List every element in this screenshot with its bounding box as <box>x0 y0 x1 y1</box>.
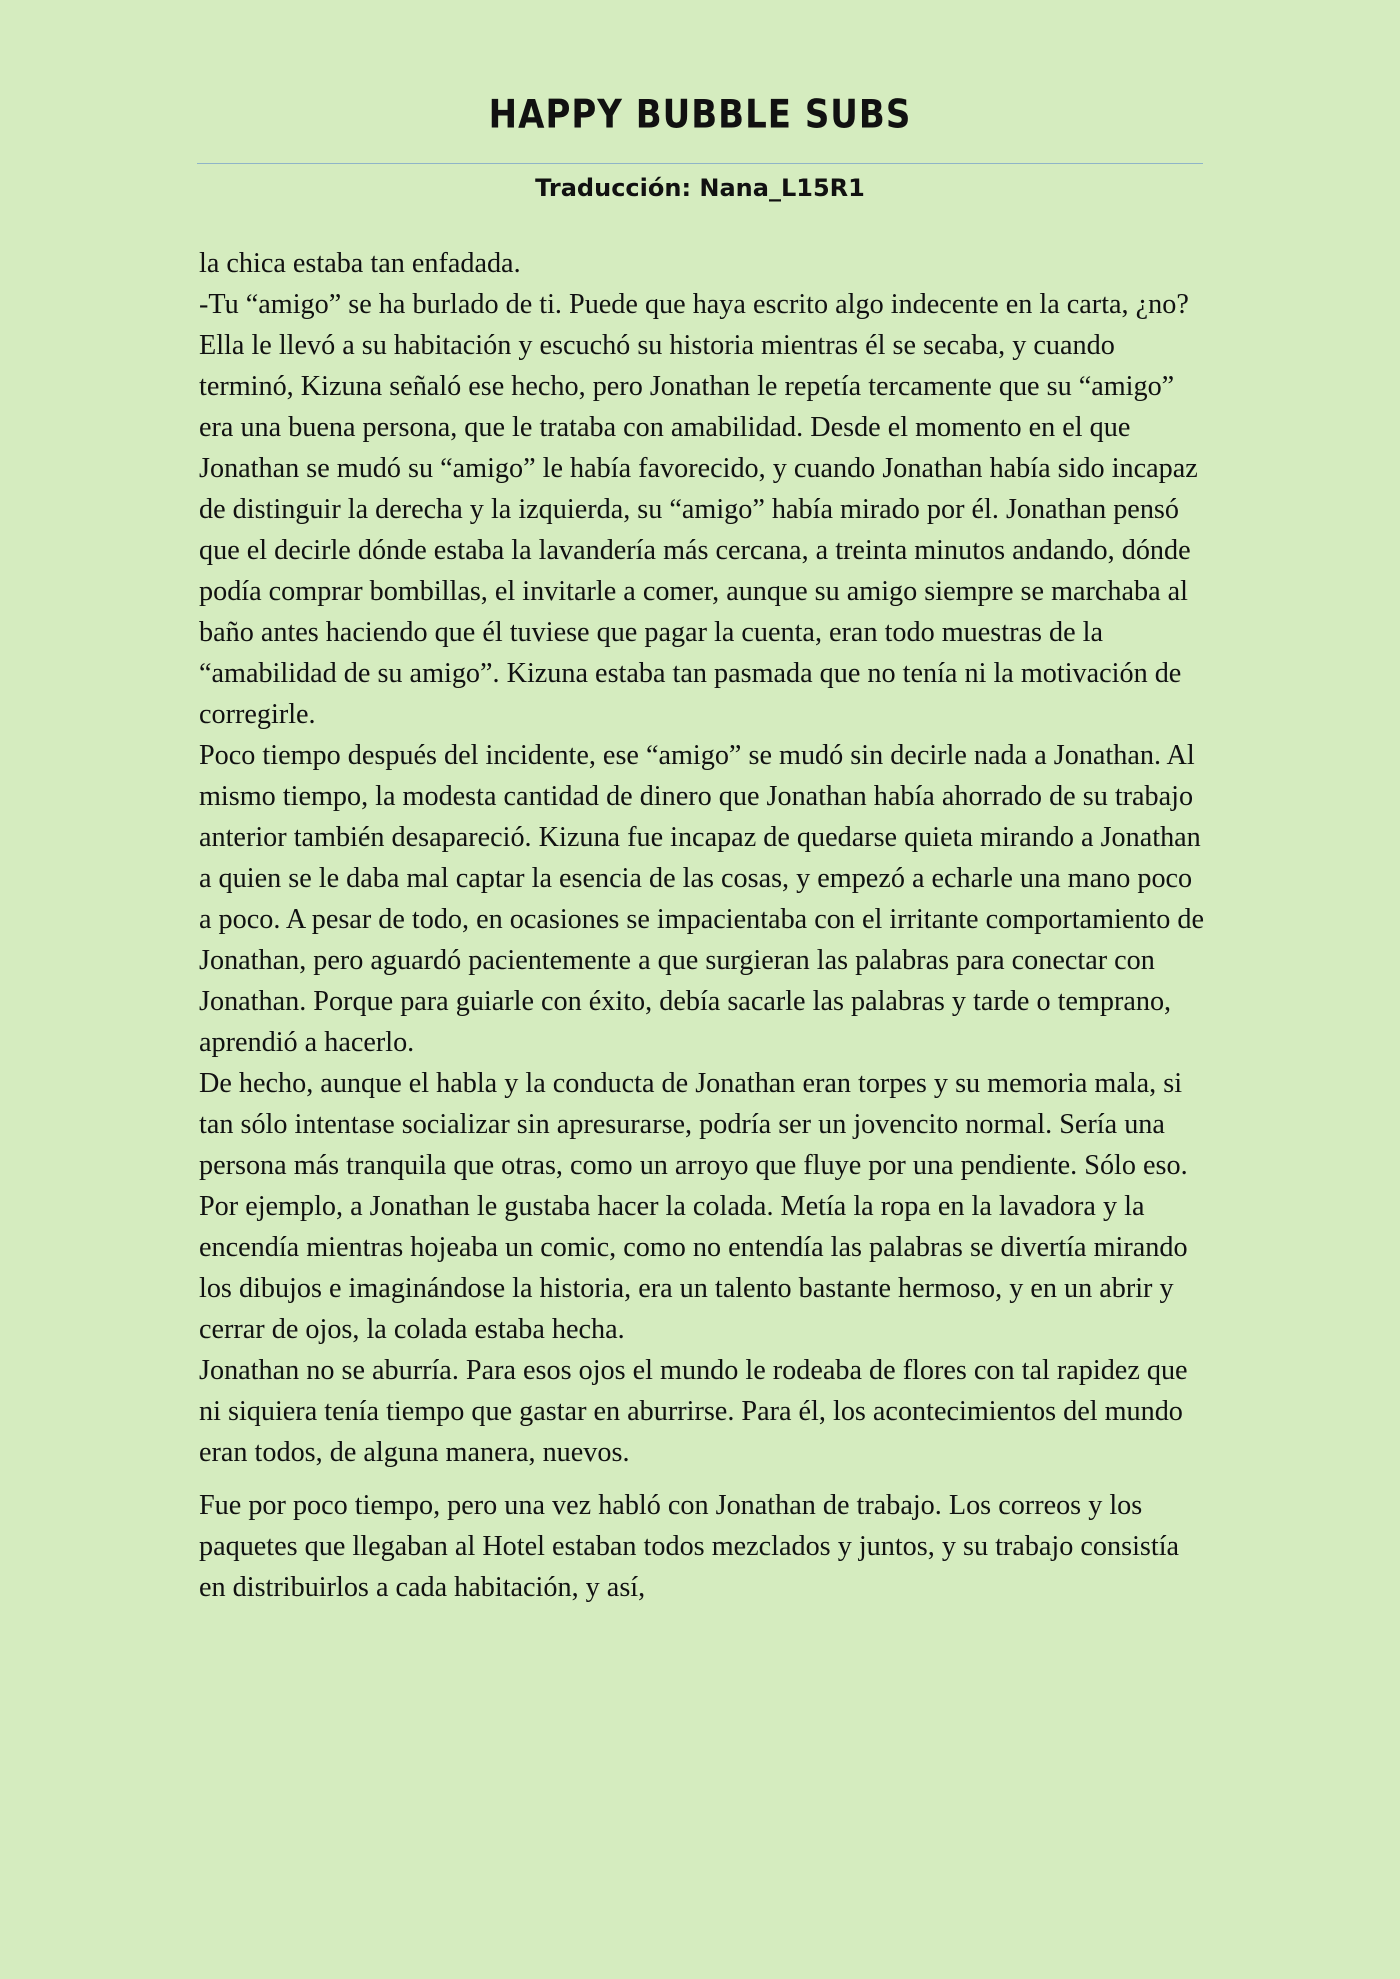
paragraph: Poco tiempo después del incidente, ese “amigo” se mudó sin decirle nada a Jonathan. Al mismo tiempo, la modesta cantidad de dinero que Jonathan había ahorrado de su trabajo anterior también desapareció. Kizuna fue incapaz de quedarse quieta mirando a Jonathan a quien se le daba mal captar la esencia de las cosas, y empezó a echarle una mano poco a poco. A pesar de todo, en ocasiones se impacientaba con el irritante comportamiento de Jonathan, pero aguardó pacientemente a que surgieran las palabras para conectar con Jonathan. Porque para guiarle con éxito, debía sacarle las palabras y tarde o temprano, aprendió a hacerlo. <box>199 740 1205 1058</box>
paragraph: Por ejemplo, a Jonathan le gustaba hacer la colada. Metía la ropa en la lavadora y la encendía mientras hojeaba un comic, como no entendía las palabras se divertía mirando los dibujos e imaginándose la historia, era un talento bastante hermoso, y en un abrir y cerrar de ojos, la colada estaba hecha. <box>199 1191 1188 1345</box>
brand-title: HAPPY BUBBLE SUBS <box>488 92 912 138</box>
document-body <box>199 243 1209 1608</box>
paragraph: Ella le llevó a su habitación y escuchó su historia mientras él se secaba, y cuando terminó, Kizuna señaló ese hecho, pero Jonathan le repetía tercamente que su “amigo” era una buena persona, que le trataba con amabilidad. Desde el momento en el que Jonathan se mudó su “amigo” le había favorecido, y cuando Jonathan había sido incapaz de distinguir la derecha y la izquierda, su “amigo” había mirado por él. Jonathan pensó que el decirle dónde estaba la lavandería más cercana, a treinta minutos andando, dónde podía comprar bombillas, el invitarle a comer, aunque su amigo siempre se marchaba al baño antes haciendo que él tuviese que pagar la cuenta, eran todo muestras de la “amabilidad de su amigo”. Kizuna estaba tan pasmada que no tenía ni la motivación de corregirle. <box>199 330 1198 730</box>
paragraph: la chica estaba tan enfadada. <box>199 248 521 279</box>
paragraph: Fue por poco tiempo, pero una vez habló con Jonathan de trabajo. Los correos y los paquetes que llegaban al Hotel estaban todos mezclados y juntos, y su trabajo consistía en distribuirlos a cada habitación, y así, <box>199 1490 1180 1603</box>
paragraph: De hecho, aunque el habla y la conducta de Jonathan eran torpes y su memoria mala, si tan sólo intentase socializar sin apresurarse, podría ser un jovencito normal. Sería una persona más tranquila que otras, como un arroyo que fluye por una pendiente. Sólo eso. <box>199 1068 1188 1181</box>
paragraph: -Tu “amigo” se ha burlado de ti. Puede que haya escrito algo indecente en la carta, ¿no? <box>199 289 1189 320</box>
header-divider <box>197 163 1203 164</box>
translation-credit: Traducción: Nana_L15R1 <box>535 174 865 202</box>
paragraph: Jonathan no se aburría. Para esos ojos el mundo le rodeaba de flores con tal rapidez que ni siquiera tenía tiempo que gastar en aburrirse. Para él, los acontecimientos del mundo eran todos, de alguna manera, nuevos. <box>199 1355 1188 1468</box>
